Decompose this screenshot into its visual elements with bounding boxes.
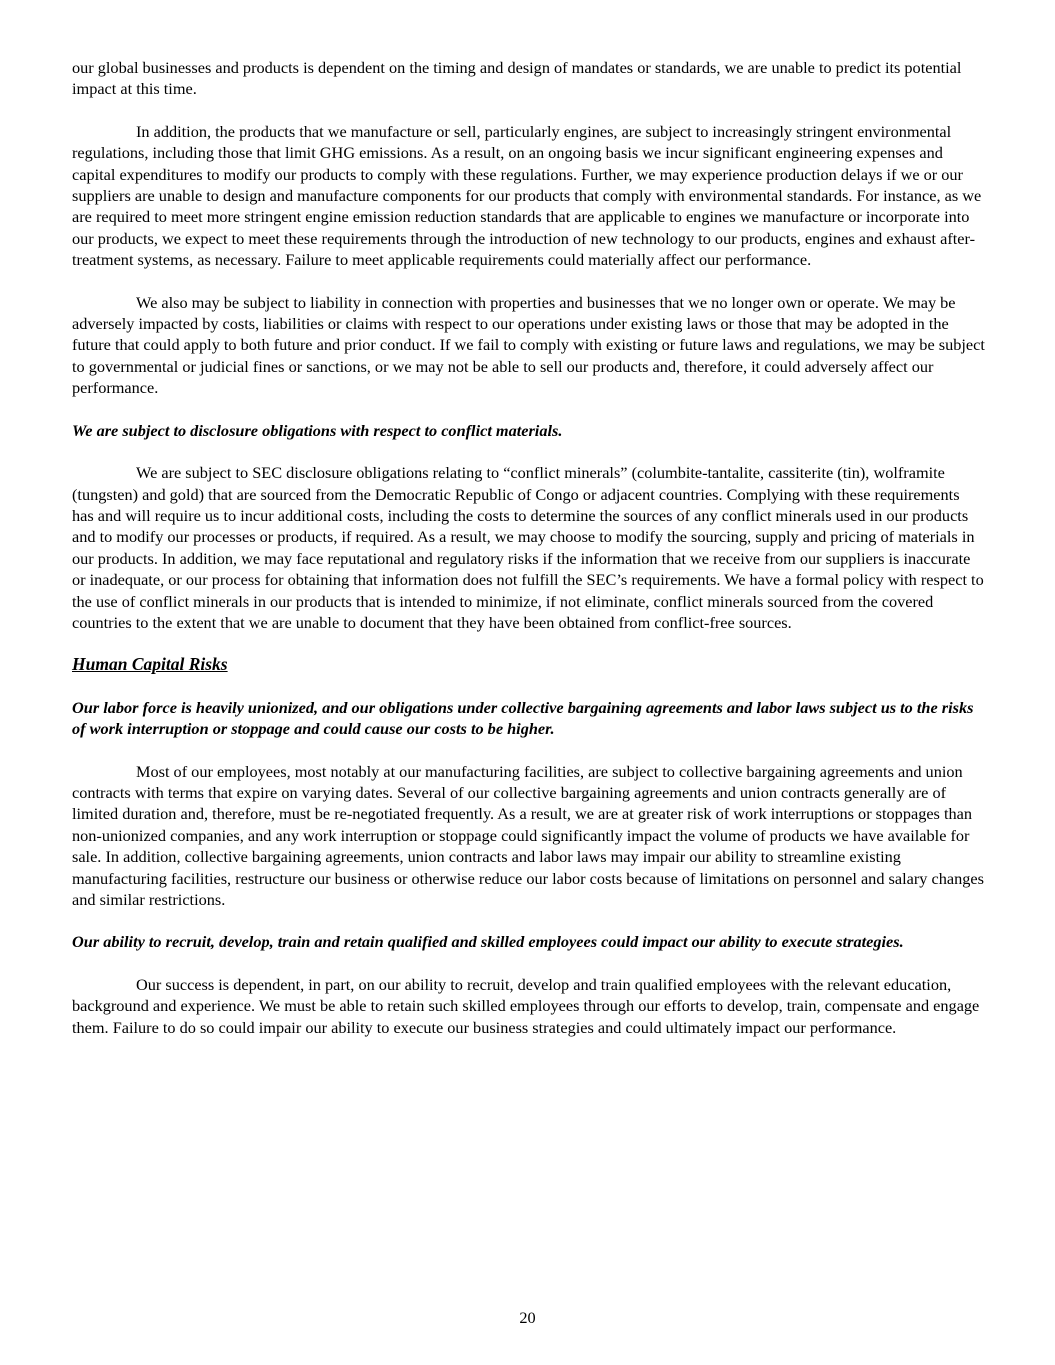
section-heading-human-capital-risks: Human Capital Risks [72,654,228,675]
paragraph-employee-success: Our success is dependent, in part, on our ability to recruit, develop and train qualified employees with the relevant education, background and experience. We must be able to retain such skilled employees through our efforts to develop, train, compensate and engage them. Failure to do so could impair our ability to execute our business strategies and could ultimately impact our performance. [72,974,980,1037]
risk-heading-conflict-materials: We are subject to disclosure obligations with respect to conflict materials. [72,420,563,440]
paragraph-conflict-minerals: We are subject to SEC disclosure obligations relating to “conflict minerals” (columbite-tantalite, cassiterite (tin), wolframite (tungsten) and gold) that are sourced from the Democratic Republic of Congo or adjacent countries. Complying with these requirements has and will require us to incur additional costs, including the costs to determine the sources of any conflict minerals used in our products and to modify our processes or products, if required. As a result, we may choose to modify the sourcing, supply and pricing of materials in our products. In addition, we may face reputational and regulatory risks if the information that we receive from our suppliers is inaccurate or inadequate, or our process for obtaining that information does not fulfill the SEC’s requirements. We have a formal policy with respect to the use of conflict minerals in our products that is intended to minimize, if not eliminate, conflict minerals sourced from the covered countries to the extent that we are unable to document that they have been obtained from conflict-free sources. [72,463,984,632]
page-number: 20 [519,1308,536,1327]
risk-heading-unionized-labor: Our labor force is heavily unionized, and our obligations under collective bargaining agreements and labor laws subject us to the risks of work interruption or stoppage and could cause our costs to be higher. [72,697,974,739]
paragraph-collective-bargaining: Most of our employees, most notably at our manufacturing facilities, are subject to collective bargaining agreements and union contracts with terms that expire on varying dates. Several of our collective bargaining agreements and union contracts generally are of limited duration and, therefore, must be re-negotiated frequently. As a result, we are at greater risk of work interruptions or stoppages than non-unionized companies, and any work interruption or stoppage could significantly impact the volume of products we have available for sale. In addition, collective bargaining agreements, union contracts and labor laws may impair our ability to streamline existing manufacturing facilities, restructure our business or otherwise reduce our labor costs because of limitations on personnel and salary changes and similar restrictions. [72,761,984,909]
paragraph-liability-properties: We also may be subject to liability in connection with properties and businesses that we no longer own or operate. We may be adversely impacted by costs, liabilities or claims with respect to our operations under existing laws or those that may be adopted in the future that could apply to both future and prior conduct. If we fail to comply with existing or future laws and regulations, we may be subject to governmental or judicial fines or sanctions, or we may not be able to sell our products and, therefore, it could adversely affect our performance. [72,292,985,398]
page-footer [0,1307,1055,1328]
risk-heading-recruit-retain-employees: Our ability to recruit, develop, train and retain qualified and skilled employees could impact our ability to execute strategies. [72,932,904,952]
paragraph-continuation: our global businesses and products is dependent on the timing and design of mandates or standards, we are unable to predict its potential impact at this time. [72,58,962,99]
paragraph-environmental-regulations: In addition, the products that we manufacture or sell, particularly engines, are subject to increasingly stringent environmental regulations, including those that limit GHG emissions. As a result, on an ongoing basis we incur significant engineering expenses and capital expenditures to modify our products to comply with these regulations. Further, we may experience production delays if we or our suppliers are unable to design and manufacture components for our products that comply with environmental standards. For instance, as we are required to meet more stringent engine emission reduction standards that are applicable to engines we manufacture or incorporate into our products, we expect to meet these requirements through the introduction of new technology to our products, engines and exhaust after-treatment systems, as necessary. Failure to meet applicable requirements could materially affect our performance. [72,121,982,270]
